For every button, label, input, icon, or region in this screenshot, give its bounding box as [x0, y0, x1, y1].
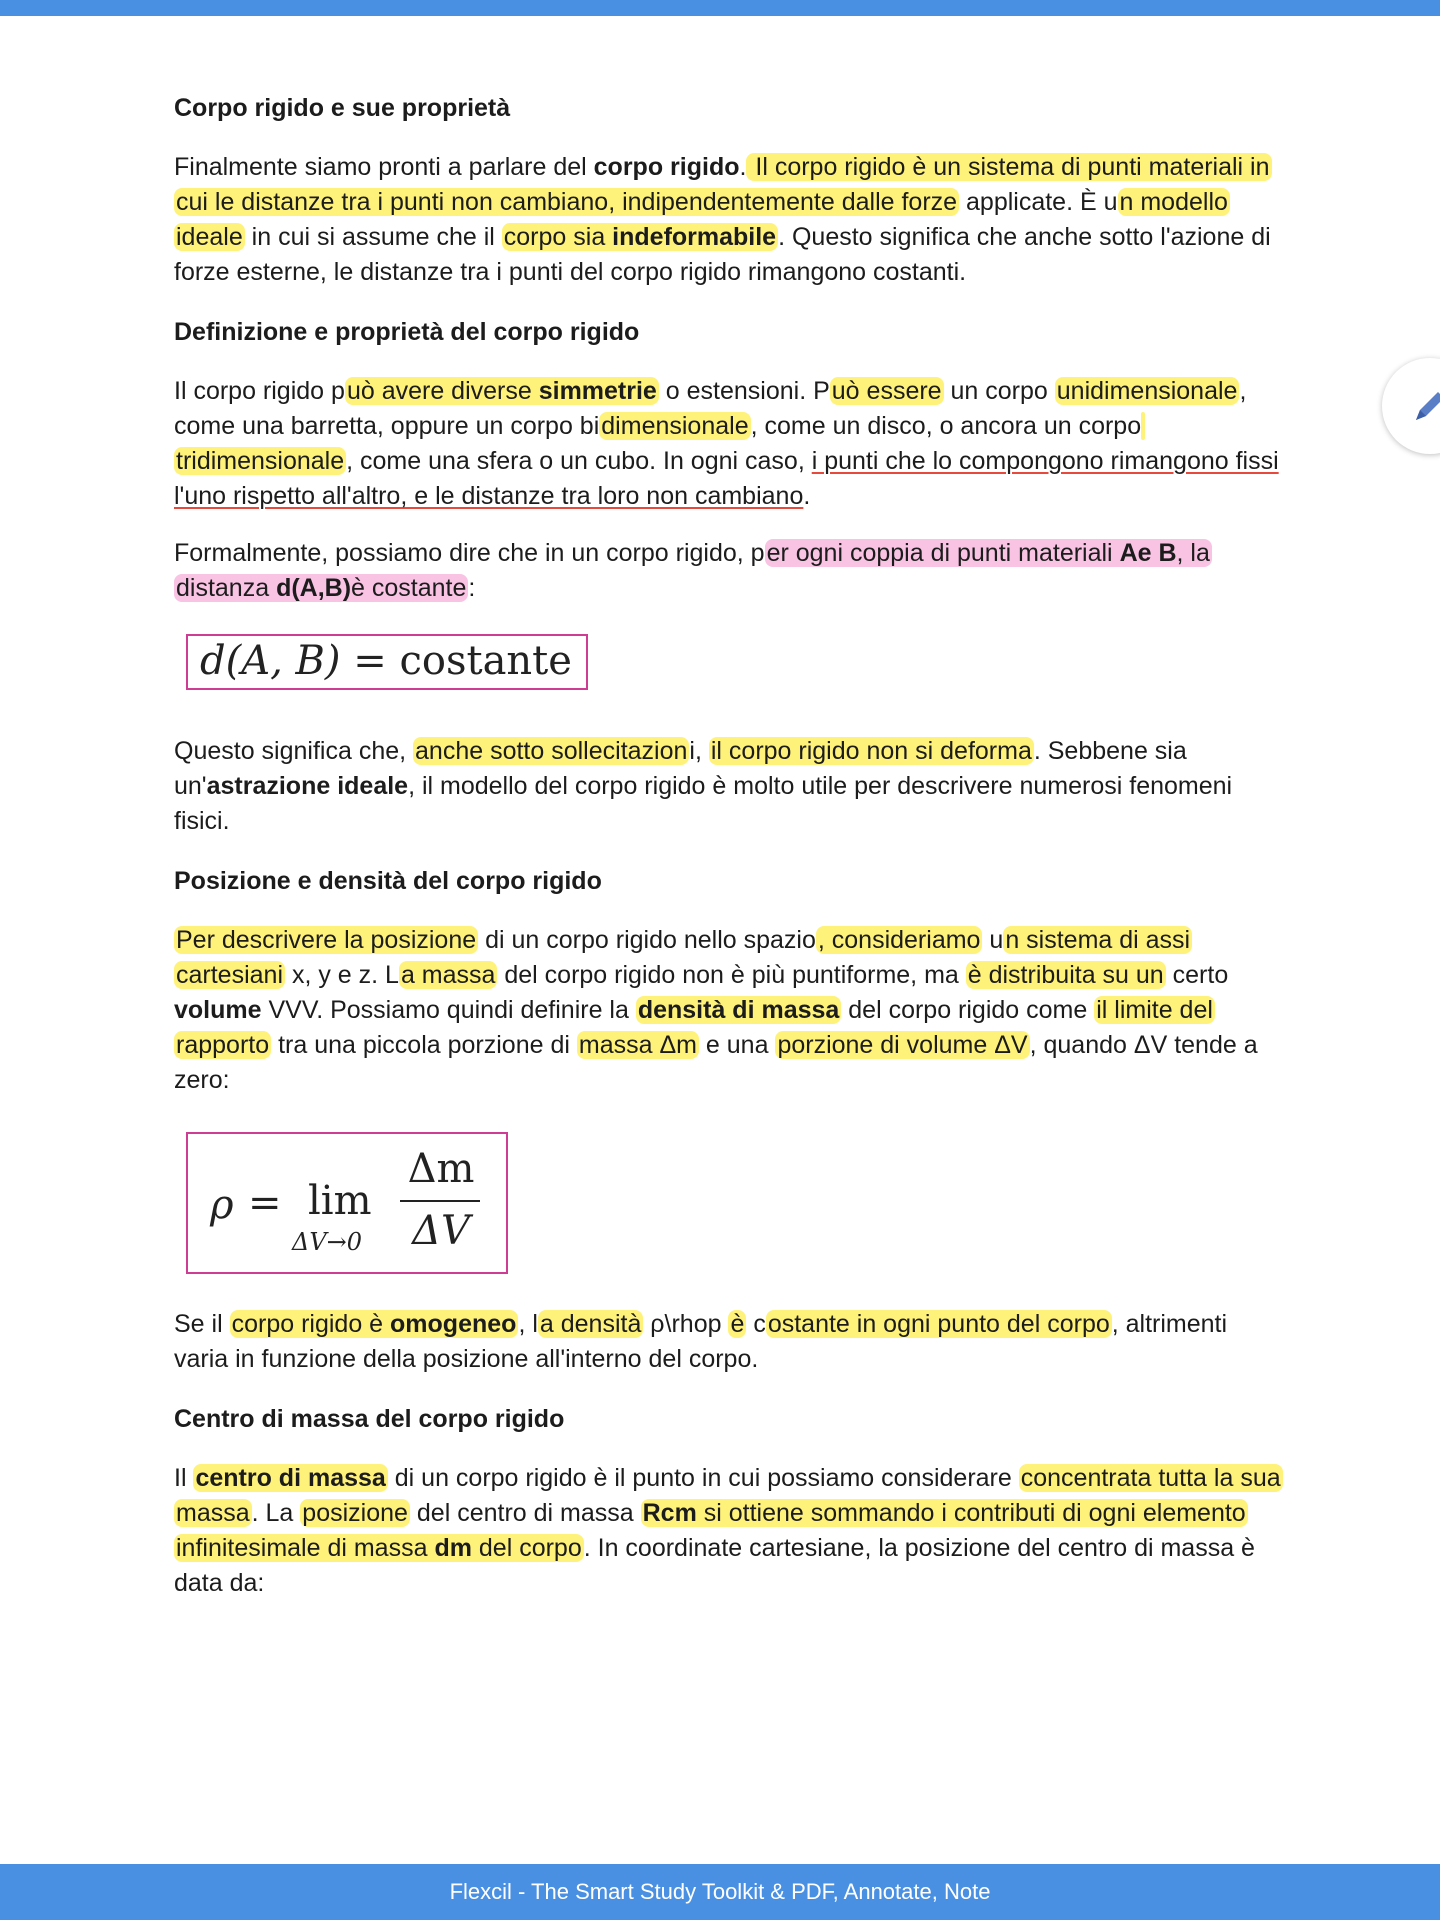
formula-numerator: Δm: [407, 1146, 475, 1192]
paragraph-centro-massa: Il centro di massa di un corpo rigido è il punto in cui possiamo considerare concentrata tutta la sua massa. La posizione del centro di massa Rcm si ottiene sommando i contributi di ogni elemento infinitesimale di massa dm del corpo. In coordinate cartesiane, la posizione del centro di massa è data da:: [174, 1464, 1281, 1597]
pen-tool-button[interactable]: [1382, 358, 1440, 454]
footer-bar: [0, 1864, 1440, 1920]
pen-icon: [1408, 384, 1440, 428]
formula-lim: lim: [308, 1178, 372, 1224]
highlight-definition: Il corpo rigido è un sistema di punti materiali in cui le distanze tra i punti non cambiano, indipendentemente dalle forze: [176, 153, 1270, 216]
formula-lim-subscript: ΔV→0: [292, 1228, 363, 1256]
formula-fraction-bar: [400, 1200, 480, 1202]
paragraph-posizione: Per descrivere la posizione di un corpo rigido nello spazio, consideriamo un sistema di assi cartesiani x, y e z. La massa del corpo rigido non è più puntiforme, ma è distribuita su un certo volume VVV. Possiamo quindi definire la densità di massa del corpo rigido come il limite del rapporto tra una piccola porzione di massa Δm e una porzione di volume ΔV, quando ΔV tende a zero:: [174, 926, 1258, 1094]
paragraph-simmetrie: Il corpo rigido può avere diverse simmetrie o estensioni. Può essere un corpo unidimensionale, come una barretta, oppure un corpo bidimensionale, come un disco, o ancora un corpo tridimensionale, come una sfera o un cubo. In ogni caso, i punti che lo compongono rimangono fissi l'uno rispetto all'altro, e le distanze tra loro non cambiano.: [174, 377, 1279, 510]
formula-equals: =: [248, 1180, 282, 1226]
section-title-posizione: Posizione e densità del corpo rigido: [174, 867, 602, 895]
document-page: [174, 88, 1284, 1601]
formula-rho: ρ: [210, 1182, 234, 1228]
paragraph-omogeneo: Se il corpo rigido è omogeneo, la densità ρ\rhop è costante in ogni punto del corpo, altrimenti varia in funzione della posizione all'interno del corpo.: [174, 1310, 1228, 1373]
paragraph-formalmente: Formalmente, possiamo dire che in un corpo rigido, per ogni coppia di punti materiali Ae B, la distanza d(A,B)è costante:: [174, 539, 1210, 602]
formula-density-limit: [186, 1132, 508, 1274]
top-bar: [0, 0, 1440, 16]
underline-annotation: i punti che lo compongono rimangono fissi l'uno rispetto all'altro, e le distanze tra loro non cambiano: [174, 447, 1279, 510]
section-title-centro-massa: Centro di massa del corpo rigido: [174, 1405, 565, 1433]
formula-distance-constant: d(A, B) = costante: [186, 634, 588, 690]
paragraph-intro: Finalmente siamo pronti a parlare del corpo rigido. Il corpo rigido è un sistema di punti materiali in cui le distanze tra i punti non cambiano, indipendentemente dalle forze applicate. È un modello ideale in cui si assume che il corpo sia indeformabile. Questo significa che anche sotto l'azione di forze esterne, le distanze tra i punti del corpo rigido rimangono costanti.: [174, 153, 1271, 286]
section-title-corpo-rigido: Corpo rigido e sue proprietà: [174, 94, 511, 122]
footer-text: Flexcil - The Smart Study Toolkit & PDF, Annotate, Note: [449, 1879, 991, 1904]
formula-denominator: ΔV: [412, 1208, 470, 1254]
pink-highlight: er ogni coppia di punti materiali Ae B, la distanza d(A,B)è costante: [176, 539, 1210, 602]
section-title-definizione: Definizione e proprietà del corpo rigido: [174, 318, 640, 346]
paragraph-sollecitazioni: Questo significa che, anche sotto sollecitazioni, il corpo rigido non si deforma. Sebbene sia un'astrazione ideale, il modello del corpo rigido è molto utile per descrivere numerosi fenomeni fisici.: [174, 737, 1233, 835]
